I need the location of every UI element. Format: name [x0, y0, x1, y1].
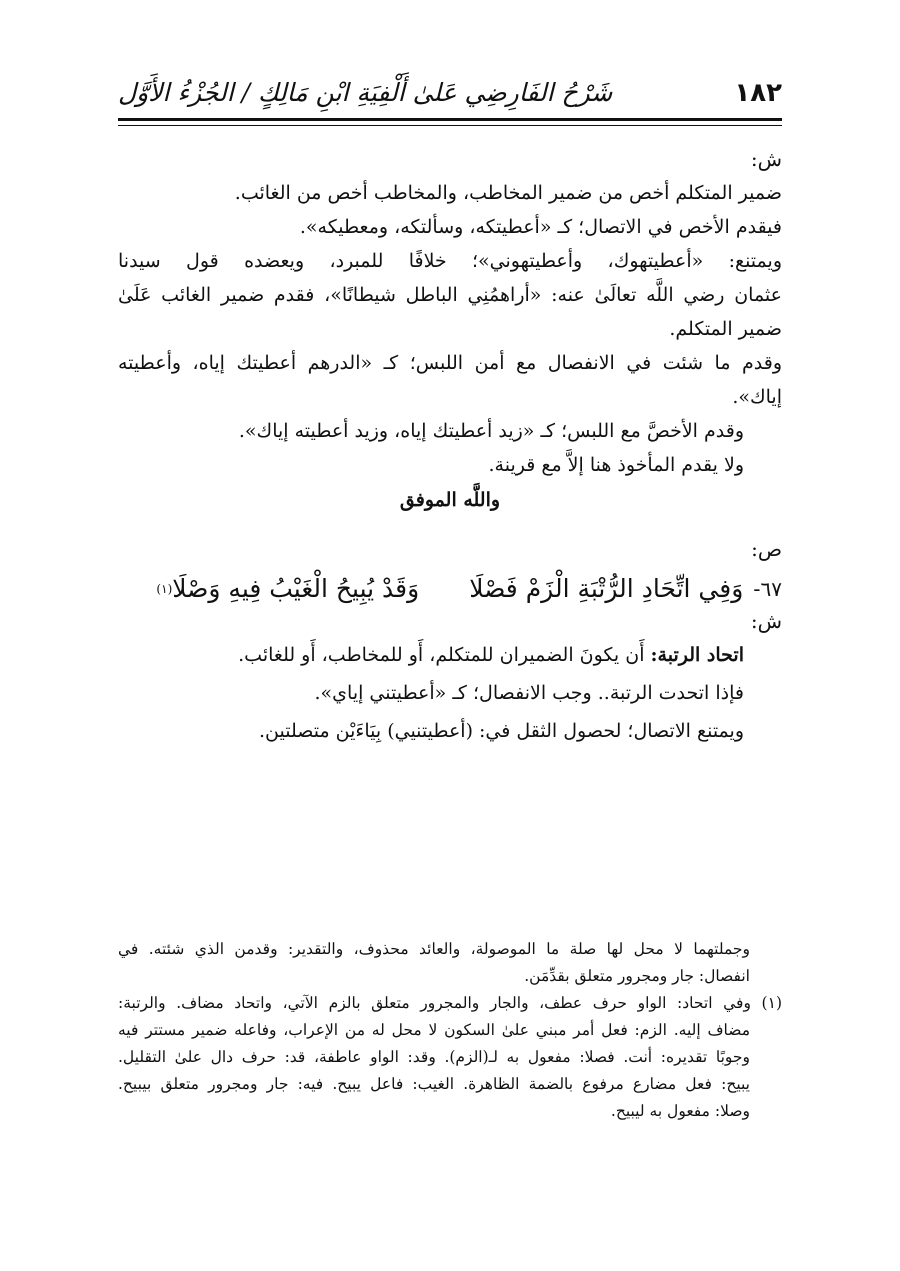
sharh-label: ش: — [750, 147, 782, 171]
paragraph — [118, 638, 782, 672]
verse-hemistich-2: وَقَدْ يُبِيحُ الْغَيْبُ فِيهِ وَصْلَا — [172, 574, 420, 603]
footnote-line: مضاف إليه. الزم: فعل أمر مبني علىٰ السكون لا محل له من الإعراب، وفاعله ضمير مستتر فيه — [118, 1021, 750, 1039]
footnote-marker: (١) — [156, 582, 173, 596]
paragraph-line: ضمير المتكلم. — [669, 318, 782, 340]
paragraph-line: ويمتنع: «أعطيتهوك، وأعطيتهوني»؛ خلافًا للمبرد، ويعضده قول سيدنا — [118, 250, 782, 272]
page-header — [118, 78, 782, 110]
matn-label: ص: — [751, 537, 782, 561]
footnote-line: وصلا: مفعول به ليبيح. — [610, 1102, 750, 1120]
footnote-line: وجوبًا تقديره: أنت. فصلا: مفعول به لـ(الزم). وقد: الواو عاطفة، قد: حرف دال علىٰ التقليل. — [118, 1048, 750, 1066]
footnote-number: (١) — [761, 994, 782, 1012]
paragraph: فيقدم الأخص في الاتصال؛ كـ «أعطيتكه، وسألتكه، ومعطيكه». — [299, 216, 782, 238]
paragraph-line: إياك». — [732, 386, 782, 408]
paragraph: ولا يقدم المأخوذ هنا إلاَّ مع قرينة. — [488, 454, 744, 476]
paragraph: ويمتنع الاتصال؛ لحصول الثقل في: (أعطيتنيي) بِيَاءَيْن متصلتين. — [258, 720, 744, 742]
paragraph-line: وقدم ما شئت في الانفصال مع أمن اللبس؛ كـ «الدرهم أعطيتك إياه، وأعطيته — [118, 352, 782, 374]
header-rule-thick — [118, 118, 782, 121]
verse-number: ٦٧- — [753, 577, 782, 601]
footnote-text: وفي اتحاد: الواو حرف عطف، والجار والمجرور متعلق بالزم الآتي، واتحاد مضاف. والرتبة: — [118, 994, 751, 1012]
term-definition: أَن يكونَ الضميران للمتكلم، أَو للمخاطب، أَو للغائب. — [238, 644, 651, 666]
footnote-line: وجملتهما لا محل لها صلة ما الموصولة، والعائد محذوف، والتقدير: وقدمن الذي شئته. في — [118, 940, 750, 958]
paragraph: وقدم الأخصَّ مع اللبس؛ كـ «زيد أعطيتك إياه، وزيد أعطيته إياك». — [238, 420, 744, 442]
footnote-line: انفصال: جار ومجرور متعلق بقدِّمَن. — [524, 967, 750, 985]
page-number: ١٨٢ — [734, 78, 782, 108]
footnote-line — [118, 990, 782, 1017]
verse-hemistich-1: وَفِي اتِّحَادِ الرُّتْبَةِ الْزَمْ فَصْلَا — [469, 574, 744, 603]
main-text — [118, 142, 782, 748]
paragraph: فإذا اتحدت الرتبة.. وجب الانفصال؛ كـ «أعطيتني إياي». — [314, 682, 744, 704]
closing-phrase: واللَّه الموفق — [399, 489, 501, 511]
footnote-line: يبيح: فعل مضارع مرفوع بالضمة الظاهرة. الغيب: فاعل يبيح. فيه: جار ومجرور متعلق بيبيح. — [118, 1075, 750, 1093]
paragraph: ضمير المتكلم أخص من ضمير المخاطب، والمخاطب أخص من الغائب. — [234, 182, 782, 204]
term: اتحاد الرتبة: — [650, 644, 744, 666]
paragraph-line: عثمان رضي اللَّه تعالَىٰ عنه: «أراهمُنِي الباطل شيطانًا»، فقدم ضمير الغائب عَلَىٰ — [118, 284, 782, 306]
footnotes — [118, 936, 782, 1125]
sharh-label: ش: — [750, 609, 782, 633]
running-title: شَرْحُ الفَارِضِي عَلىٰ أَلْفِيَةِ ابْنِ مَالِكٍ / الجُزْءُ الأَوَّل — [118, 78, 613, 107]
header-rule-thin — [118, 125, 782, 126]
